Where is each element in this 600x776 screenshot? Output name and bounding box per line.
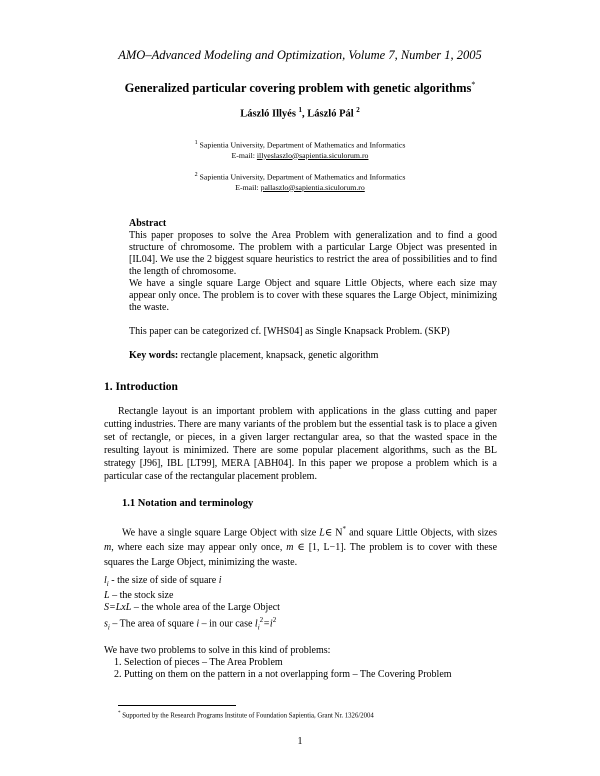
symbol-m: m — [104, 542, 112, 554]
problems-block — [104, 645, 452, 681]
affiliation-1-email-link[interactable]: illyeslaszlo@sapientia.siculorum.ro — [256, 150, 369, 160]
affiliation-2-num: 2 — [194, 172, 198, 178]
symbol-m-2: m — [286, 542, 294, 554]
authors-line — [0, 106, 600, 120]
keywords-list: rectangle placement, knapsack, genetic algorithm — [178, 350, 379, 361]
abstract-paragraph-3: This paper can be categorized cf. [WHS04] as Single Knapsack Problem. (SKP) — [129, 326, 450, 337]
def-4-text: – The area of square — [109, 618, 197, 630]
def-3-symbol: S=LxL — [104, 602, 132, 613]
affiliation-2-email-label: E-mail: — [235, 182, 259, 192]
affiliation-1 — [0, 138, 600, 161]
author-1: László Illyés — [240, 108, 296, 120]
notation-paragraph — [104, 522, 497, 570]
abstract-heading: Abstract — [129, 218, 167, 229]
def-4-expr2-sup: 2 — [272, 616, 277, 624]
author-1-sup: 1 — [298, 106, 303, 114]
footnote-divider — [118, 705, 236, 706]
definition-li — [104, 575, 280, 590]
notation-star: * — [342, 525, 347, 533]
affiliation-1-email-label: E-mail: — [231, 150, 255, 160]
affiliation-1-num: 1 — [194, 140, 198, 146]
def-4-expr-sub: i — [257, 623, 260, 632]
problem-item: 2. Putting on them on the pattern in a not overlapping form – The Covering Problem — [124, 669, 452, 681]
definition-S — [104, 602, 280, 614]
notation-part-c: , where each size may appear only once, — [111, 542, 287, 554]
definitions-list — [104, 575, 280, 633]
def-4-text2: – in our case — [199, 618, 255, 630]
keywords — [129, 350, 497, 362]
title-footnote-mark: * — [471, 80, 476, 89]
def-1-tail: i — [218, 575, 222, 586]
affiliation-2-inst: Sapientia University, Department of Mathematics and Informatics — [199, 172, 406, 182]
definition-L — [104, 590, 280, 602]
affiliation-2 — [0, 170, 600, 193]
author-separator: , — [302, 108, 308, 120]
notation-part-b: and square Little Objects, with sizes — [346, 527, 497, 539]
section-1-heading: 1. Introduction — [104, 381, 178, 393]
def-2-symbol: L — [104, 590, 110, 601]
affiliation-2-email-link[interactable]: pallaszlo@sapientia.siculorum.ro — [260, 182, 365, 192]
abstract-paragraph-1: This paper proposes to solve the Area Problem with generalization and to find a good structure of chromosome. The problem with a particular Large Object was presented in [IL04]. We use the 2 biggest square heuristics to restrict the area of possibilities and to find the length of chromosome. — [129, 230, 497, 277]
paper-title — [0, 80, 600, 96]
problem-item: 1. Selection of pieces – The Area Problem — [124, 657, 452, 669]
affiliation-1-inst: Sapientia University, Department of Mathematics and Informatics — [199, 140, 406, 150]
symbol-L: L — [319, 527, 325, 539]
def-1-sub: i — [106, 580, 109, 588]
def-1-symbol: l — [104, 575, 107, 586]
def-4-expr-sup: 2 — [259, 616, 264, 624]
notation-part-a: We have a single square Large Object with size — [122, 527, 320, 539]
notation-part-d: ∈ [1, L−1]. The problem is to cover with these squares the Large Object, minimizing the waste. — [104, 542, 498, 569]
section-1-1-heading: 1.1 Notation and terminology — [122, 498, 254, 509]
notation-set: ∈ N — [324, 527, 343, 539]
def-3-text: – the whole area of the Large Object — [131, 602, 280, 613]
introduction-text: Rectangle layout is an important problem with applications in the glass cutting and paper cutting industries. There are many variants of the problem but the essential task is to place a given set of rectangle, or pieces, in a given larger rectangular area, so that the wasted space in the resulting layout is minimized. There are some popular placement algorithms, such as the BL strategy [J96], IBL [LT99], MERA [ABH04]. In this paper we propose a problem which is a particular case of the rectangular placement problem. — [104, 406, 497, 482]
footnote-mark: * — [118, 711, 121, 716]
author-2-sup: 2 — [356, 106, 360, 114]
def-1-text: - the size of side of square — [108, 575, 219, 586]
def-4-expr: l — [254, 618, 258, 630]
notation-text — [104, 522, 497, 570]
page-number: 1 — [297, 736, 303, 747]
def-4-expr2: =i — [263, 618, 273, 630]
introduction-paragraph — [104, 405, 497, 483]
footnote — [118, 711, 374, 719]
abstract-paragraph-2: We have a single square Large Object and square Little Objects, where each size may appear only once. The problem is to cover with these squares the Large Object, minimizing the waste. — [129, 278, 497, 313]
problems-intro: We have two problems to solve in this kind of problems: — [104, 645, 331, 656]
abstract-section — [129, 218, 497, 362]
journal-header: AMO–Advanced Modeling and Optimization, Volume 7, Number 1, 2005 — [118, 48, 482, 62]
def-4-tail: i — [196, 618, 200, 630]
def-2-text: – the stock size — [109, 590, 174, 601]
problems-list — [104, 657, 452, 681]
def-4-symbol: s — [104, 618, 108, 630]
keywords-label: Key words: — [129, 350, 179, 361]
title-text: Generalized particular covering problem with genetic algorithms — [124, 81, 472, 96]
definition-si — [104, 614, 280, 633]
footnote-text: Supported by the Research Programs Institute of Foundation Sapientia, Grant Nr. 1326/2004 — [120, 712, 374, 720]
author-2: László Pál — [307, 108, 354, 120]
def-4-sub: i — [107, 623, 110, 632]
